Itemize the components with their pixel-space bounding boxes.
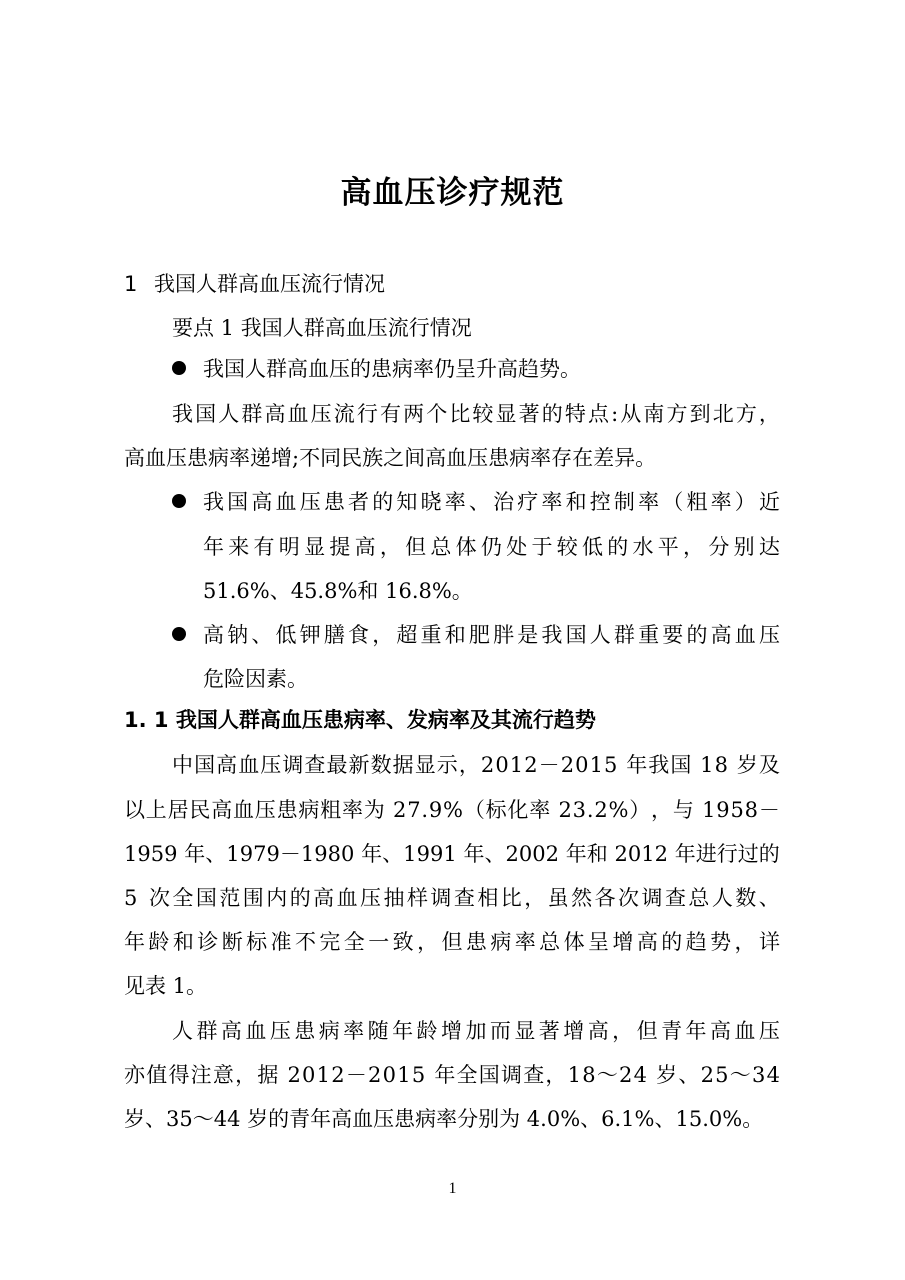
bullet-2-line: 我 国 高 血 压 患 者 的 知 晓 率 、 治 疗 率 和 控 制 率 （ 粗 率 ） 近 bbox=[203, 490, 780, 514]
bullet-1-text: 我国人群高血压的患病率仍呈升高趋势。 bbox=[203, 357, 581, 381]
paragraph-line: 年 龄 和 诊 断 标 准 不 完 全 一 致 ， 但 患 病 率 总 体 呈 增 高 的 趋 势 ， 详 bbox=[124, 930, 780, 954]
paragraph-line: 中 国 高 血 压 调 查 最 新 数 据 显 示 ， 2 0 1 2 － 2 0 1 5 年 我 国 1 8 岁 及 bbox=[172, 753, 780, 777]
paragraph-line: 以 上 居 民 高 血 压 患 病 粗 率 为 2 7 . 9 % （ 标 化 率 2 3 . 2 % ） ， 与 1 9 5 8 － bbox=[124, 798, 780, 822]
document-title: 高血压诊疗规范 bbox=[340, 175, 565, 211]
bullet-dot-3 bbox=[172, 627, 186, 641]
bullet-2-line: 51.6%、45.8%和 16.8%。 bbox=[203, 579, 473, 603]
bullet-3-line: 高 钠 、 低 钾 膳 食 ， 超 重 和 肥 胖 是 我 国 人 群 重 要 的 高 血 压 bbox=[203, 623, 780, 647]
bullet-dot-1 bbox=[172, 361, 186, 375]
paragraph-line: 高血压患病率递增;不同民族之间高血压患病率存在差异。 bbox=[124, 446, 657, 470]
section-1-heading-text: 我国人群高血压流行情况 bbox=[154, 272, 385, 296]
paragraph-line: 亦 值 得 注 意 ， 据 2 0 1 2 － 2 0 1 5 年 全 国 调 查 ， 1 8 ～ 2 4 岁 、 2 5 ～ 3 4 bbox=[124, 1063, 780, 1087]
section-1-heading bbox=[124, 266, 385, 302]
section-1-1-heading: 1. 1 我国人群高血压患病率、发病率及其流行趋势 bbox=[124, 708, 596, 732]
bullet-3-line: 危险因素。 bbox=[203, 667, 308, 691]
bullet-2-line: 年 来 有 明 显 提 高 ， 但 总 体 仍 处 于 较 低 的 水 平 ， 分 别 达 bbox=[203, 535, 780, 559]
keypoint-label: 要点 1 我国人群高血压流行情况 bbox=[172, 316, 472, 340]
paragraph-line: 1 9 5 9 年 、 1 9 7 9 － 1 9 8 0 年 、 1 9 9 1 年 、 2 0 0 2 年 和 2 0 1 2 年 进 行 过 的 bbox=[124, 842, 780, 866]
paragraph-line: 岁、35～44 岁的青年高血压患病率分别为 4.0%、6.1%、15.0%。 bbox=[124, 1107, 764, 1131]
paragraph-line: 5 次 全 国 范 围 内 的 高 血 压 抽 样 调 查 相 比 ， 虽 然 各 次 调 查 总 人 数 、 bbox=[124, 886, 780, 910]
paragraph-line: 我 国 人 群 高 血 压 流 行 有 两 个 比 较 显 著 的 特 点 : 从 南 方 到 北 方 ， bbox=[172, 402, 780, 426]
paragraph-line: 见表 1。 bbox=[124, 974, 208, 998]
page-number: 1 bbox=[448, 1180, 457, 1197]
section-1-number: 1 bbox=[124, 272, 138, 296]
paragraph-line: 人 群 高 血 压 患 病 率 随 年 龄 增 加 而 显 著 增 高 ， 但 青 年 高 血 压 bbox=[172, 1019, 780, 1043]
bullet-dot-2 bbox=[172, 494, 186, 508]
